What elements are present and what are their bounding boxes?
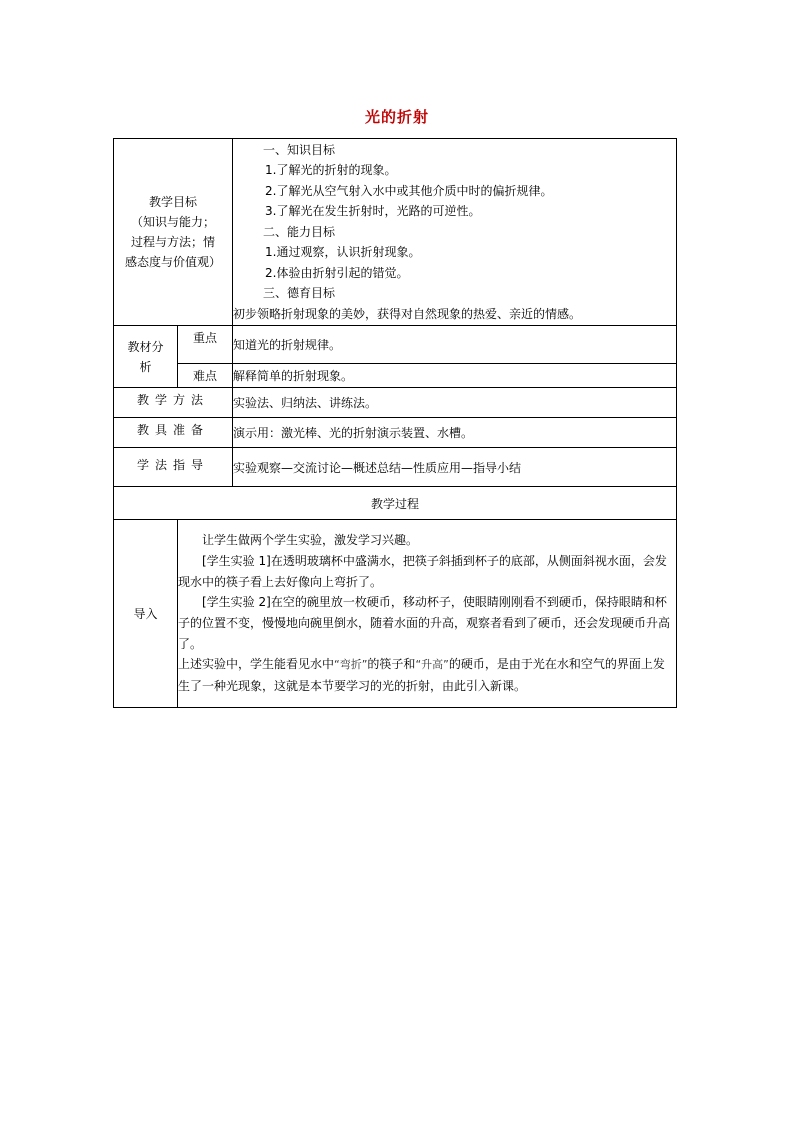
- intro-row: [114, 520, 677, 708]
- objectives-row: [114, 139, 677, 326]
- ability-item: 1.通过观察，认识折射现象。: [265, 245, 421, 260]
- tools-text: 演示用：激光棒、光的折射演示装置、水槽。: [233, 418, 677, 448]
- knowledge-item: 3.了解光在发生折射时，光路的可逆性。: [265, 204, 481, 219]
- difficulty-label: 难点: [178, 364, 233, 388]
- ability-heading: 二、能力目标: [263, 224, 336, 239]
- intro-paragraph: [学生实验 1]在透明玻璃杯中盛满水，把筷子斜插到杯子的底部，从侧面斜视水面，会发现水中的筷子看上去好像向上弯折了。: [178, 553, 667, 589]
- page-title: 光的折射: [364, 108, 429, 126]
- process-header-row: [114, 487, 677, 520]
- quoted-term: “弯折”: [334, 658, 368, 672]
- study-label: 学法指导: [114, 448, 233, 487]
- intro-label: 导入: [114, 520, 178, 708]
- intro-paragraph: 让学生做两个学生实验，激发学习兴趣。: [202, 533, 419, 548]
- tools-label: 教具准备: [114, 418, 233, 448]
- knowledge-item: 1.了解光的折射的现象。: [265, 163, 397, 178]
- key-point-label: 重点: [178, 326, 233, 364]
- knowledge-item: 2.了解光从空气射入水中或其他介质中时的偏折规律。: [265, 183, 553, 198]
- moral-text: 初步领略折射现象的美妙，获得对自然现象的热爱、亲近的情感。: [233, 306, 582, 321]
- intro-paragraph: [学生实验 2]在空的碗里放一枚硬币，移动杯子，使眼睛刚刚看不到硬币，保持眼睛和杯子的位置不变，慢慢地向碗里倒水，随着水面的升高，观察者看到了硬币，还会发现硬币升高了。: [178, 595, 671, 651]
- knowledge-heading: 一、知识目标: [263, 142, 336, 157]
- lesson-plan-table: [113, 138, 677, 708]
- study-row: [114, 448, 677, 487]
- moral-heading: 三、德育目标: [263, 286, 336, 301]
- difficulty-text: 解释简单的折射现象。: [233, 364, 677, 388]
- tools-row: [114, 418, 677, 448]
- method-row: [114, 388, 677, 418]
- key-point-text: 知道光的折射规律。: [233, 326, 677, 364]
- intro-paragraph: 上述实验中，学生能看见水中“弯折”的筷子和“升高”的硬币，是由于光在水和空气的界面上发生了一种光现象，这就是本节要学习的光的折射，由此引入新课。: [178, 657, 665, 694]
- material-key-row: [114, 326, 677, 364]
- process-header: 教学过程: [114, 487, 677, 520]
- material-label: 教材分 析: [114, 326, 178, 388]
- material-difficulty-row: [114, 364, 677, 388]
- method-text: 实验法、归纳法、讲练法。: [233, 388, 677, 418]
- quoted-term: “升高”: [415, 658, 449, 672]
- study-text: 实验观察—交流讨论—概述总结—性质应用—指导小结: [233, 448, 677, 487]
- intro-content: [178, 520, 677, 708]
- objectives-label: 教学目标 （知识与能力； 过程与方法；情 感态度与价值观）: [114, 139, 233, 326]
- ability-item: 2.体验由折射引起的错觉。: [265, 265, 409, 280]
- method-label: 教学方法: [114, 388, 233, 418]
- objectives-content: [233, 139, 677, 326]
